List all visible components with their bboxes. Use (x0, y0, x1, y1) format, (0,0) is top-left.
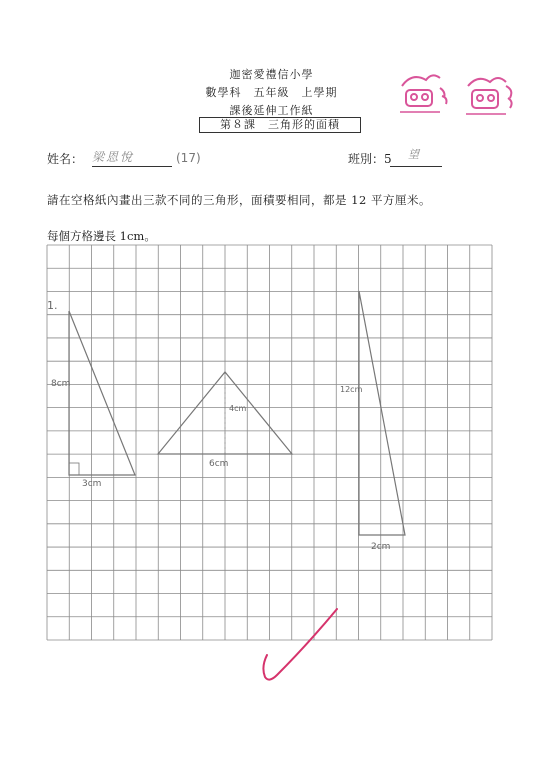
triangle-3-base-label: 2cm (371, 542, 391, 552)
subject-line: 數學科 五年級 上學期 (205, 86, 338, 99)
item-number: 1. (47, 299, 58, 312)
grid-note: 每個方格邊長 1cm。 (47, 229, 156, 243)
class-value: 望 (408, 148, 419, 161)
student-number: (17) (176, 151, 201, 165)
triangle-1 (69, 311, 135, 475)
check-mark (263, 609, 337, 680)
triangle-1-base-label: 3cm (82, 479, 102, 489)
class-label: 班別：5 (348, 152, 392, 166)
triangle-1-height-label: 8cm (51, 379, 71, 389)
square-grid (47, 245, 492, 640)
lesson-title-box: 第８課 三角形的面積 (199, 117, 361, 133)
name-label: 姓名： (47, 152, 84, 166)
triangle-3-height-label: 12cm (340, 385, 363, 394)
triangle-2-base-label: 6cm (209, 459, 229, 469)
triangle-3 (359, 291, 405, 535)
instruction-text: 請在空格紙內畫出三款不同的三角形，面積要相同，都是 12 平方厘米。 (47, 193, 431, 207)
school-name: 迦密愛禮信小學 (229, 68, 314, 81)
worksheet-title: 課後延伸工作紙 (229, 104, 314, 117)
student-name: 梁恩悅 (92, 150, 135, 164)
triangle-2-height-label: 4cm (229, 404, 247, 413)
